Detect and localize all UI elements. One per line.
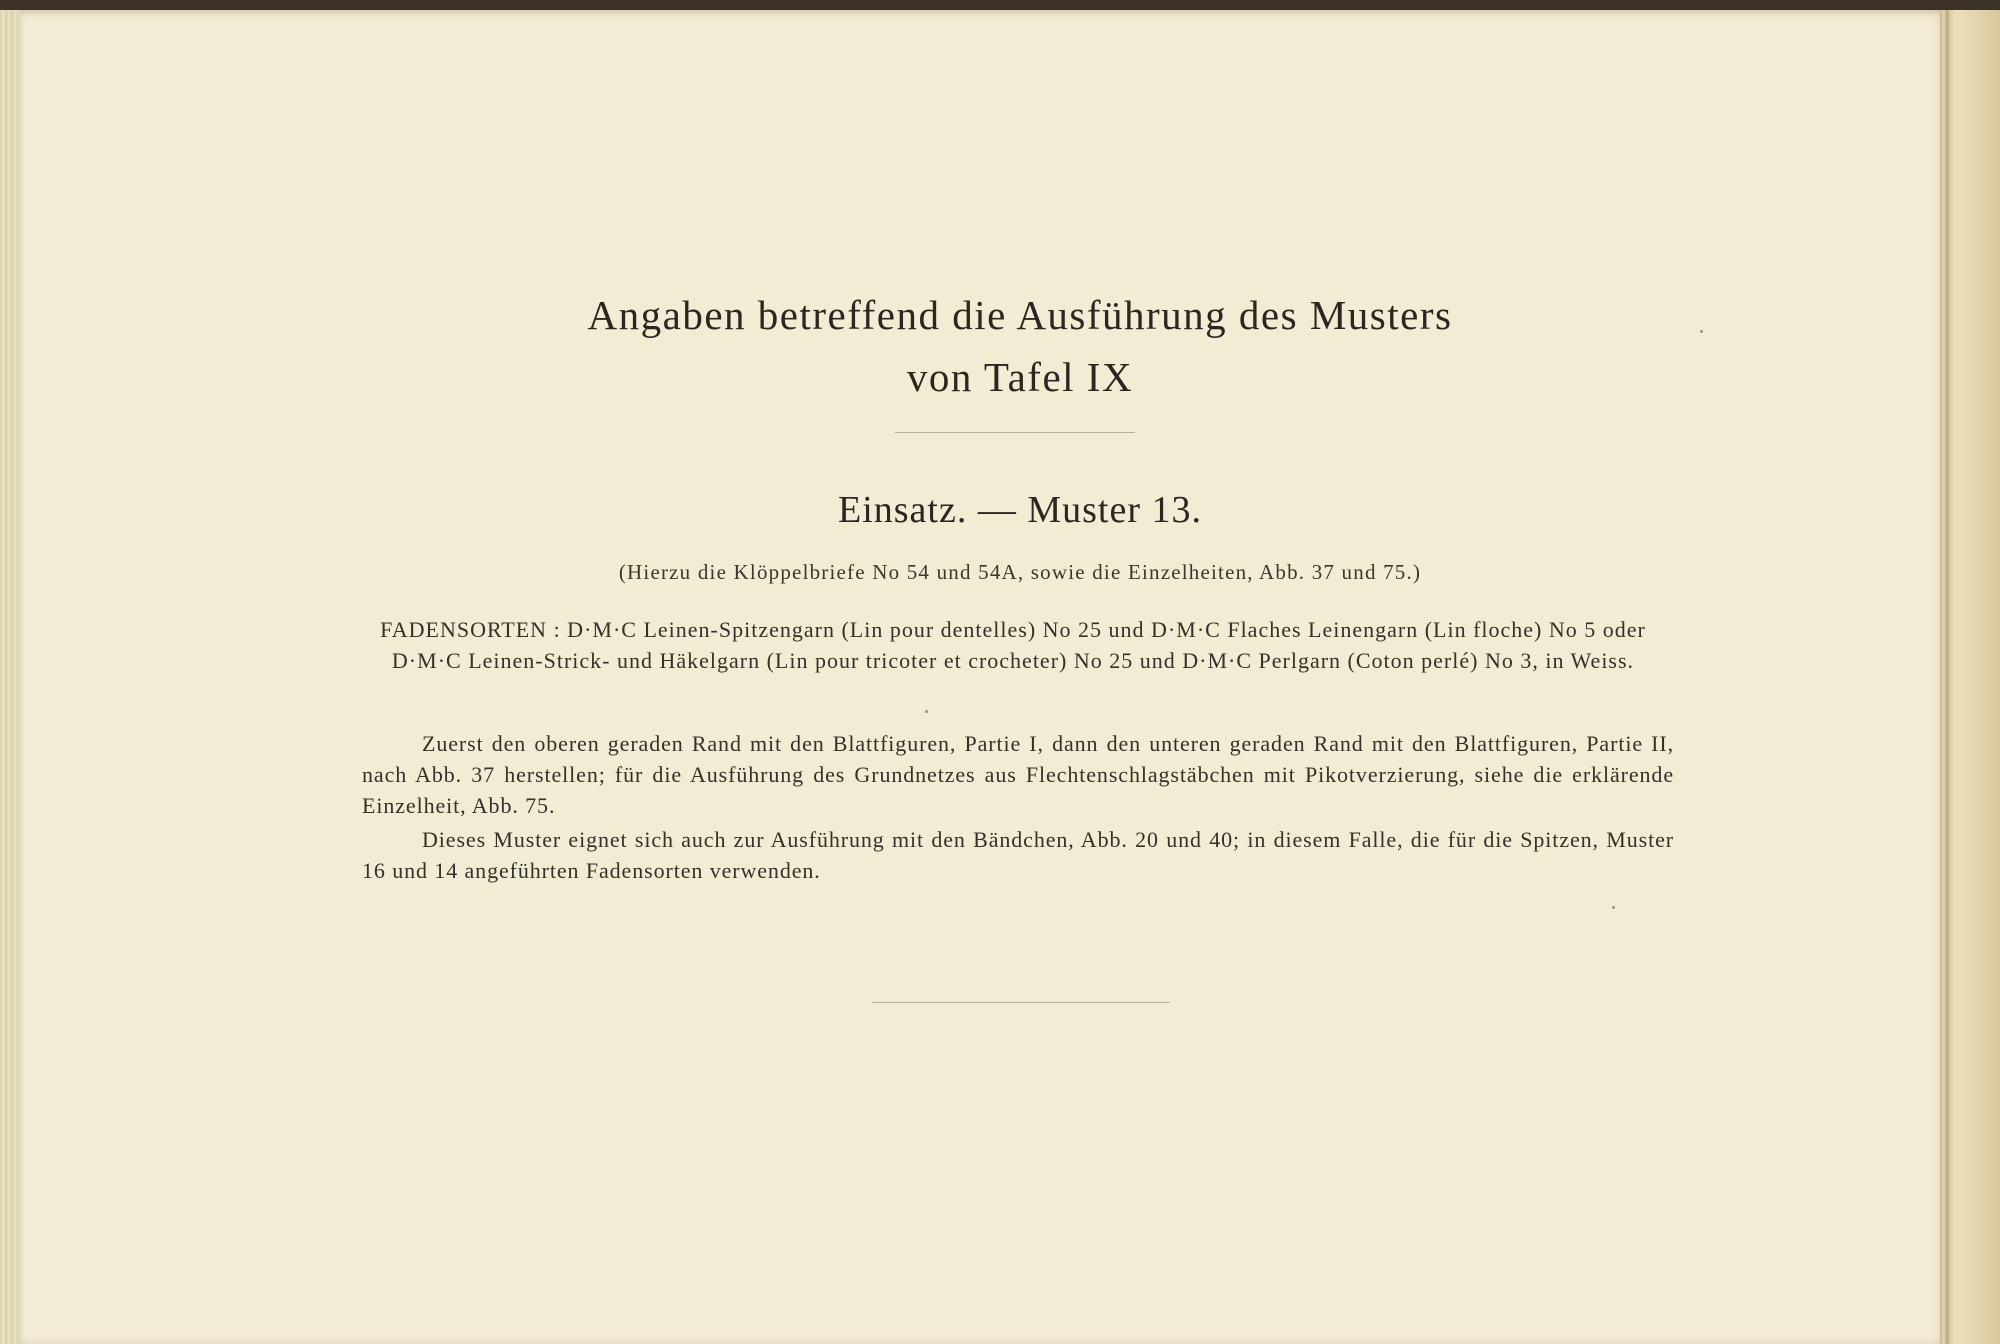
book-page xyxy=(20,10,1946,1344)
page-heading xyxy=(20,284,2000,408)
section-title: Einsatz. — Muster 13. xyxy=(837,489,1202,531)
paper-speck xyxy=(1612,906,1615,909)
paper-speck xyxy=(1700,330,1703,333)
page-stack-right-edge xyxy=(1940,10,2000,1344)
thread-types-paragraph: FADENSORTEN : D·M·C Leinen-Spitzengarn (Lin pour dentelles) No 25 und D·M·C Flaches Leinengarn (Lin floche) No 5 oder D·M·C Leinen-Strick- und Häkelgarn (Lin pour tricoter et crocheter) No 25 und D·M·C Perlgarn (Coton perlé) No 3, in Weiss. xyxy=(380,617,1646,673)
instruction-paragraph-2: Dieses Muster eignet sich auch zur Ausführung mit den Bändchen, Abb. 20 und 40; in diesem Falle, die für die Spitzen, Muster 16 und 14 angeführten Fadensorten verwenden. xyxy=(362,827,1674,883)
reference-note: (Hierzu die Klöppelbriefe No 54 und 54A, sowie die Einzelheiten, Abb. 37 und 75.) xyxy=(618,560,1422,584)
instruction-paragraph-1: Zuerst den oberen geraden Rand mit den Blattfiguren, Partie I, dann den unteren geraden Rand mit den Blattfiguren, Partie II, nach Abb. 37 herstellen; für die Ausführung des Grundnetzes aus Flechtenschlagstäbchen mit Pikotverzierung, siehe die erklärende Einzelheit, Abb. 75. xyxy=(362,731,1674,818)
bottom-divider xyxy=(872,1002,1170,1003)
heading-line-1: Angaben betreffend die Ausführung des Musters xyxy=(587,292,1453,338)
heading-line-2: von Tafel IX xyxy=(906,354,1134,400)
top-divider xyxy=(895,432,1135,433)
paper-speck xyxy=(925,710,928,713)
